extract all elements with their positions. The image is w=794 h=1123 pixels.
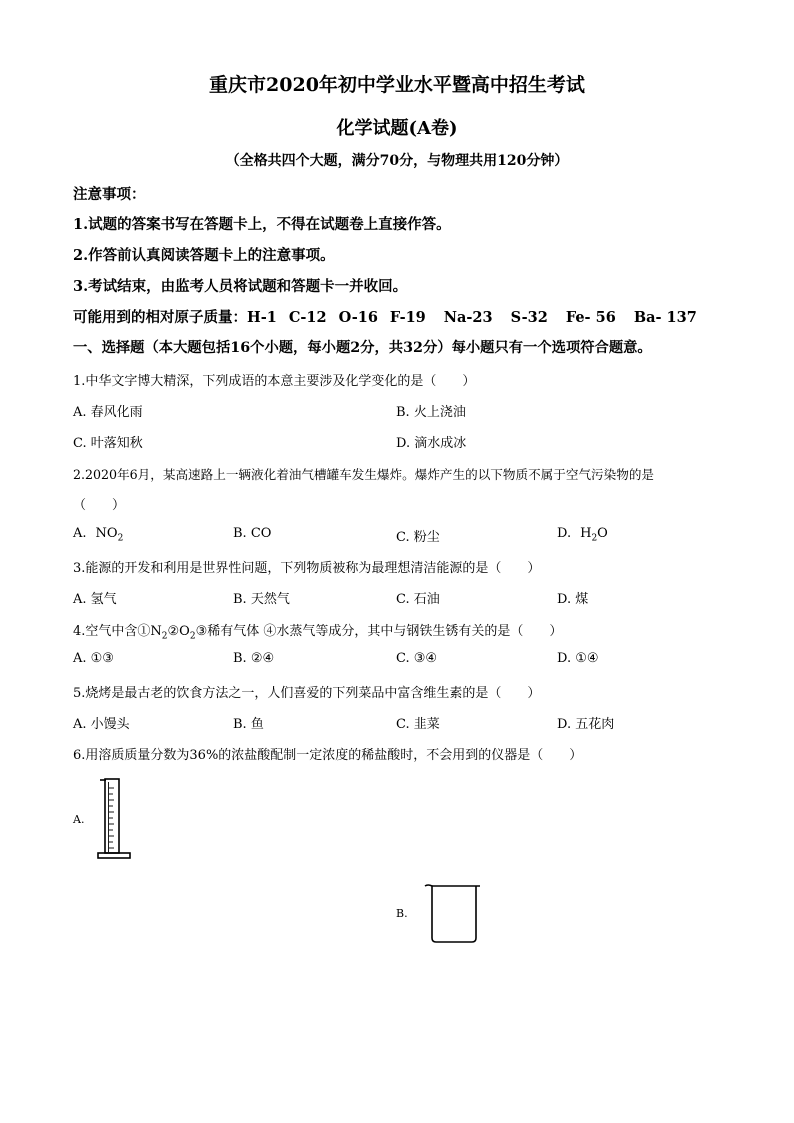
- q2-option-c: C. 粉尘: [396, 530, 440, 545]
- q2-option-d-formula-2: O: [597, 526, 608, 541]
- q6-option-a: A.: [73, 813, 85, 826]
- q4-option-a: A. ①③: [73, 651, 114, 666]
- q1-option-a: A. 春风化雨: [73, 405, 143, 420]
- q4-stem-subscript-2: 2: [189, 631, 196, 642]
- q1-option-c: C. 叶落知秋: [73, 436, 143, 451]
- page-subtitle: 化学试题(A卷): [336, 118, 458, 139]
- q2-stem-line-2: （ ）: [73, 498, 126, 513]
- note-item-1: 1.试题的答案书写在答题卡上，不得在试题卷上直接作答。: [73, 216, 451, 233]
- q2-option-d-prefix: D.: [557, 526, 572, 541]
- q3-stem: 3.能源的开发和利用是世界性问题，下列物质被称为最理想清洁能源的是（ ）: [73, 561, 541, 576]
- q5-option-a: A. 小馒头: [73, 717, 130, 732]
- q2-option-a-subscript: 2: [117, 533, 124, 544]
- note-item-2: 2.作答前认真阅读答题卡上的注意事项。: [73, 247, 335, 264]
- q3-option-d: D. 煤: [557, 592, 589, 607]
- q4-stem-part-2: ②O: [167, 624, 190, 639]
- graduated-cylinder-icon: [96, 776, 132, 862]
- atomic-mass-na: Na-23: [443, 309, 493, 326]
- page-title: 重庆市2020年初中学业水平暨高中招生考试: [209, 74, 585, 96]
- q2-option-a-formula: NO: [95, 526, 118, 541]
- q6-stem: 6.用溶质质量分数为36%的浓盐酸配制一定浓度的稀盐酸时，不会用到的仪器是（ ）: [73, 748, 583, 763]
- q4-option-b: B. ②④: [233, 651, 275, 666]
- q3-option-c: C. 石油: [396, 592, 440, 607]
- atomic-mass-fe: Fe- 56: [565, 309, 616, 326]
- q1-stem: 1.中华文字博大精深，下列成语的本意主要涉及化学变化的是（ ）: [73, 374, 476, 389]
- q4-option-c: C. ③④: [396, 651, 438, 666]
- beaker-icon: [422, 880, 484, 946]
- q2-stem-line-1: 2.2020年6月，某高速路上一辆液化着油气槽罐车发生爆炸。爆炸产生的以下物质不属于空气污染物的是: [73, 467, 655, 482]
- atomic-mass-line: [73, 306, 697, 327]
- atomic-mass-h: H-1: [247, 309, 277, 326]
- q4-stem-subscript-1: 2: [161, 631, 168, 642]
- q1-option-b: B. 火上浇油: [396, 405, 466, 420]
- q5-option-c: C. 韭菜: [396, 717, 440, 732]
- atomic-mass-f: F-19: [389, 309, 426, 326]
- q6-option-b: B.: [396, 907, 408, 920]
- q2-option-d-subscript: 2: [591, 533, 598, 544]
- q2-option-a-prefix: A.: [73, 526, 87, 541]
- atomic-mass-ba: Ba- 137: [633, 309, 697, 326]
- q5-option-d: D. 五花肉: [557, 717, 615, 732]
- q2-option-d-formula-1: H: [580, 526, 592, 541]
- q1-option-d: D. 滴水成冰: [396, 436, 467, 451]
- atomic-mass-c: C-12: [288, 309, 327, 326]
- atomic-mass-label: 可能用到的相对原子质量：: [73, 309, 247, 326]
- q3-option-a: A. 氢气: [73, 592, 117, 607]
- q4-option-d: D. ①④: [557, 651, 599, 666]
- q2-option-b: B. CO: [233, 526, 272, 541]
- exam-info: （全格共四个大题，满分70分，与物理共用120分钟）: [225, 153, 569, 169]
- q5-stem: 5.烧烤是最古老的饮食方法之一，人们喜爱的下列菜品中富含维生素的是（ ）: [73, 686, 541, 701]
- q4-stem-part-3: ③稀有气体 ④水蒸气等成分，其中与钢铁生锈有关的是（ ）: [195, 624, 563, 639]
- q5-option-b: B. 鱼: [233, 717, 264, 732]
- q3-option-b: B. 天然气: [233, 592, 290, 607]
- atomic-mass-o: O-16: [338, 309, 378, 326]
- note-item-3: 3.考试结束，由监考人员将试题和答题卡一并收回。: [73, 278, 408, 295]
- q2-option-a: [73, 526, 124, 544]
- notes-heading: 注意事项：: [73, 186, 146, 203]
- q4-stem-part-1: 4.空气中含①N: [73, 624, 162, 639]
- atomic-mass-s: S-32: [510, 309, 548, 326]
- q2-option-d: [557, 526, 608, 544]
- section-1-heading: 一、选择题（本大题包括16个小题，每小题2分，共32分）每小题只有一个选项符合题意。: [73, 340, 652, 356]
- q4-stem: [73, 620, 563, 642]
